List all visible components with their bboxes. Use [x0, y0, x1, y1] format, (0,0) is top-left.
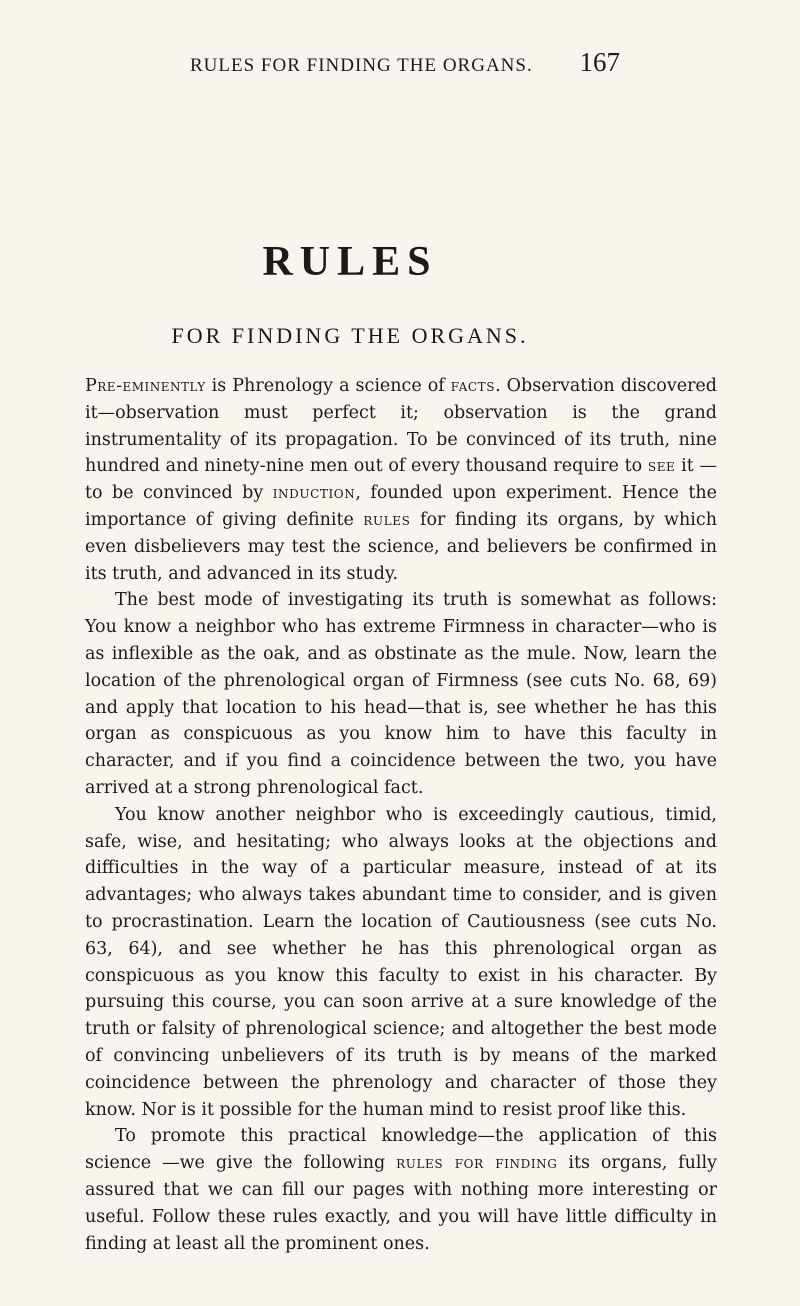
paragraph-2: The best mode of investigating its truth is somewhat as follows: You know a neighbor who has extreme Firmness in character—who is as inflexible as the oak, and as obstinate as the mule. Now, learn the location of the phrenological organ of Firmness (see cuts No. 68, 69) and apply that location to his head—that is, see whether he has this organ as conspicuous as you know him to have this faculty in character, and if you find a coincidence between the two, you have arrived at a strong phrenological fact. — [85, 590, 717, 798]
paragraph-1-text-3: it —to be convinced by — [85, 456, 717, 504]
smallcaps-induction: induction — [272, 483, 356, 504]
paragraph-3: You know another neighbor who is exceedingly cautious, timid, safe, wise, and hesitating; who always looks at the objections and difficulties in the way of a particular measure, instead of at its advantages; who always takes abundant time to consider, and is given to procrastination. Learn the location of Cautiousness (see cuts No. 63, 64), and see whether he has this phrenological organ as conspicuous as you know this faculty to exist in his character. By pursuing this course, you can soon arrive at a sure knowledge of the truth or falsity of phrenological science; and altogether the best mode of convincing unbelievers of its truth is by means of the marked coincidence between the phrenology and character of those they know. Nor is it possible for the human mind to resist proof like this. — [85, 804, 717, 1120]
paragraph-1-text-1: is Phrenology a science of — [205, 376, 451, 396]
smallcaps-see: see — [647, 456, 676, 477]
chapter-subtitle: FOR FINDING THE ORGANS. — [171, 323, 529, 348]
page-number: 167 — [579, 47, 620, 77]
smallcaps-facts: facts — [450, 376, 496, 396]
paragraph-1-text-4: , founded upon experiment. Hence the importance of giving definite — [85, 483, 717, 530]
paragraph-4 — [85, 1123, 717, 1257]
paragraph-4-text-2: its organs, fully assured that we can fill our pages with nothing more interesting or useful. Follow these rules exactly, and you will have little difficulty in finding at least all the prominent ones. — [85, 1153, 717, 1254]
smallcaps-rules: rules — [363, 509, 411, 530]
running-title: RULES FOR FINDING THE ORGANS. — [190, 55, 533, 76]
paragraph-1 — [85, 373, 717, 587]
paragraph-1-text-2: . Observation discovered it—observation must perfect it; observation is the grand instrumentality of its propagation. To be convinced of its truth, nine hundred and ninety-nine men out of every thousand require to — [85, 376, 717, 477]
lead-word: Pre-eminently — [85, 376, 206, 396]
running-head — [0, 0, 800, 110]
smallcaps-rules-for-finding: rules for finding — [396, 1153, 558, 1174]
chapter-title: RULES — [262, 239, 438, 285]
body-text — [85, 373, 717, 1257]
paragraph-4-text-1: To promote this practical knowledge—the application of this science —we give the following — [85, 1126, 717, 1174]
paragraph-1-text-5: for finding its organs, by which even disbelievers may test the science, and believers be confirmed in its truth, and advanced in its study. — [85, 509, 717, 584]
